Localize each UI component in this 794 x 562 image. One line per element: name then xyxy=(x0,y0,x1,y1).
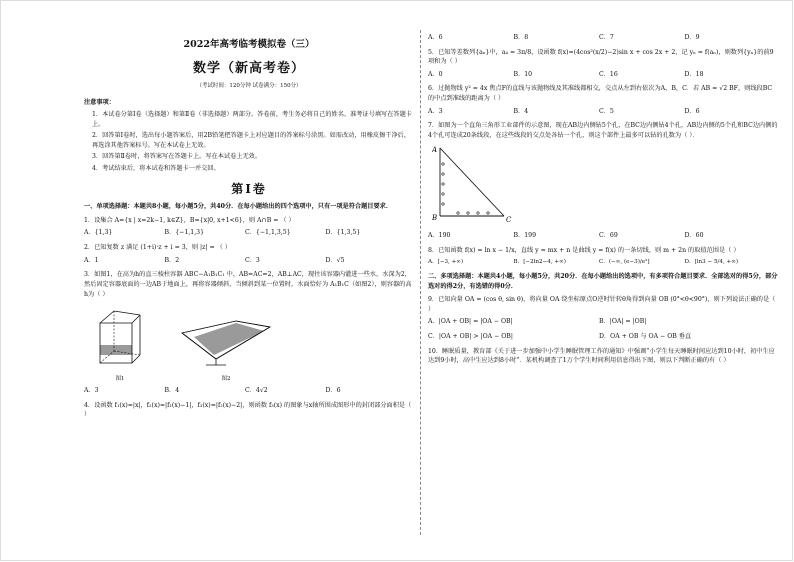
q3-options xyxy=(84,386,414,396)
q9-option-c[interactable]: C．|OA + OB| > |OA − OB| xyxy=(428,333,513,341)
note-item: 4．考试结束后，将本试卷和答题卡一并交回。 xyxy=(92,165,220,173)
q7-options xyxy=(428,231,778,241)
exam-subject: 数学（新高考卷） xyxy=(192,60,305,76)
q8-option-c[interactable]: C．(−∞, (e−3)/e²] xyxy=(599,259,650,266)
fig2-caption: 图2 xyxy=(221,375,231,382)
q1-option-b[interactable]: B．{−1,1,3} xyxy=(164,229,205,237)
question-4: 4．设函数 f₁(x)=|x|，f₂(x)=|f₁(x)−1|，f₃(x)=|f₂(x)−2|，则函数 f₃(x) 的图象与x轴所围成图形中的封闭部分面积是（ ） xyxy=(84,401,412,419)
question-9: 9．已知向量 OA = (cos θ, sin θ)，将向量 OA 绕坐标原点O逆时针转θ角得到向量 OB (0°<θ<90°)，则下列说法正确的是（ ） xyxy=(428,296,776,313)
q1-options xyxy=(84,228,414,238)
q6-option-c[interactable]: C．5 xyxy=(599,107,614,115)
q2-option-a[interactable]: A．1 xyxy=(84,256,99,264)
q9-options-row-1 xyxy=(428,317,778,327)
question-8: 8．已知函数 f(x) = ln x − 1/x，直线 y = mx + n 是曲线 y = f(x) 的一条切线，则 m + 2n 的取值范围是（ ） xyxy=(428,246,740,254)
q3-figures xyxy=(90,303,414,383)
question-1: 1．设集合 A={x | x=2k−1, k∈Z}，B={x|0, x+1<6}，则 A∩B = （ ） xyxy=(84,216,295,224)
vertex-label-b: B xyxy=(432,214,438,223)
q7-option-d[interactable]: D．60 xyxy=(684,232,704,240)
prism-diagram-2 xyxy=(176,303,276,371)
prism-diagram-1 xyxy=(90,303,150,371)
q3-option-b[interactable]: B．4 xyxy=(164,387,180,395)
q2-options xyxy=(84,256,414,266)
note-item: 1．本试卷分第Ⅰ卷（选择题）和第Ⅱ卷（非选择题）两部分。答卷前，考生务必将自己的姓名、准考证号填写在答题卡上。 xyxy=(92,110,412,128)
q5-option-c[interactable]: C．16 xyxy=(599,70,618,78)
q8-option-a[interactable]: A．[−3, +∞) xyxy=(428,259,464,266)
right-column xyxy=(428,30,778,367)
q7-option-b[interactable]: B．199 xyxy=(513,232,537,240)
q1-option-a[interactable]: A．{1,3} xyxy=(84,229,113,237)
note-item: 2．回答第Ⅰ卷时，选出每小题答案后，用2B铅笔把答题卡上对应题目的答案标号涂黑。如需改动，用橡皮擦干净后，再选涂其他答案标号。写在本试卷上无效。 xyxy=(92,132,411,149)
q6-option-a[interactable]: A．3 xyxy=(428,107,443,115)
q1-option-c[interactable]: C．{−1,1,3,5} xyxy=(245,229,291,237)
question-2: 2．已知复数 z 满足 (1+i)·z + i = 3，则 |z| = （ ） xyxy=(84,244,231,252)
q4-option-d[interactable]: D．9 xyxy=(684,34,700,41)
volume-label: 第Ⅰ卷 xyxy=(231,181,267,196)
q5-options xyxy=(428,70,778,80)
q6-option-d[interactable]: D．6 xyxy=(684,107,700,115)
q4-option-b[interactable]: B．8 xyxy=(513,34,529,41)
question-5: 5．已知等差数列{aₙ}中，a₄ = 3π/8，设函数 f(x)=(4cos²(x/2)−2)sin x + cos 2x + 2，记 yₙ = f(aₙ)，则数列{yₙ}的前9项和为（ ） xyxy=(428,48,774,66)
q4-option-c[interactable]: C．7 xyxy=(599,34,614,41)
q6-option-b[interactable]: B．4 xyxy=(513,107,529,115)
q5-option-d[interactable]: D．18 xyxy=(684,70,704,78)
column-divider xyxy=(420,30,421,535)
q5-option-b[interactable]: B．10 xyxy=(513,70,533,78)
question-7: 7．如图为一个直角三角形工业部件的示意图，现在AB边内侧钻5个孔，在BC边内侧钻4个孔，AB边内侧的5个孔和BC边内侧的4个孔可连成20条线段，在这些线段的交点处各钻一个孔，则这个部件上最多可以钻的孔数为（ ）． xyxy=(428,122,778,139)
notes-heading: 注意事项： xyxy=(84,99,115,107)
q7-figure xyxy=(432,144,778,228)
q9-option-b[interactable]: B．|OA| = |OB| xyxy=(599,318,647,326)
prism-figure-1 xyxy=(90,303,150,383)
exam-meta: （考试时间：120分钟 试卷满分：150分） xyxy=(196,82,302,89)
q2-option-b[interactable]: B．2 xyxy=(164,256,180,264)
section-2-heading: 二、多项选择题：本题共4小题，每小题5分，共20分．在每小题给出的选项中，有多项符合题目要求．全部选对的得5分，部分选对的得2分，有选错的得0分． xyxy=(428,272,778,290)
q8-options xyxy=(428,258,778,267)
section-1-heading: 一、单项选择题：本题共8小题，每小题5分，共40分．在每小题给出的四个选项中，只有一项是符合题目要求． xyxy=(84,203,393,211)
fig1-caption: 图1 xyxy=(115,375,125,382)
question-10: 10．睡眠质量，教育部《关于进一步加强中小学生睡眠管理工作的通知》中强调“小学生每天睡眠时间应达到10小时，初中生应达到9小时，高中生应达到8小时”．某机构调查了1万个学生时间利用信息得出下图，则以下判断正确的有（ ） xyxy=(428,347,775,365)
q4-option-a[interactable]: A．6 xyxy=(428,34,443,41)
q8-option-d[interactable]: D．[ln3 − 5/4, +∞) xyxy=(684,259,739,266)
note-item: 3．回答第Ⅱ卷时，将答案写在答题卡上。写在本试卷上无效。 xyxy=(92,153,262,161)
q4-options xyxy=(428,33,778,43)
left-column xyxy=(84,30,414,421)
q7-option-c[interactable]: C．69 xyxy=(599,232,618,240)
q2-option-d[interactable]: D．√5 xyxy=(325,256,345,264)
q6-options xyxy=(428,107,778,117)
q2-option-c[interactable]: C．3 xyxy=(245,256,260,264)
q9-option-d[interactable]: D．OA + OB 与 OA − OB 垂直 xyxy=(599,333,692,341)
vertex-label-c: C xyxy=(506,216,512,225)
q9-options-row-2 xyxy=(428,332,778,342)
q1-option-d[interactable]: D．{1,3,5} xyxy=(325,229,361,237)
q7-option-a[interactable]: A．190 xyxy=(428,232,451,240)
q3-option-a[interactable]: A．3 xyxy=(84,387,99,395)
right-triangle-diagram xyxy=(432,144,522,224)
q9-option-a[interactable]: A．|OA + OB| = |OA − OB| xyxy=(428,318,513,326)
q3-option-d[interactable]: D．6 xyxy=(325,387,341,395)
prism-figure-2 xyxy=(176,303,276,383)
question-3: 3．如图1，在高为h的直三棱柱容器 ABC−A₁B₁C₁ 中，AB=AC=2，AB⊥AC，现往该容器内灌进一些水，水深为2，然后固定容器底面的一边AB于地面上，再将容器倾斜，当倾斜到某一位置时，水面恰好为 A₁B₁C（如图2），则容器的高h为（ ） xyxy=(84,271,412,298)
vertex-label-a: A xyxy=(432,146,438,155)
exam-title: 2022年高考临考模拟卷（三） xyxy=(183,39,315,50)
q3-option-c[interactable]: C．4√2 xyxy=(245,387,268,395)
q8-option-b[interactable]: B．[−2ln2−4, +∞) xyxy=(513,259,566,266)
question-6: 6．过抛物线 y² = 4x 焦点F的直线与该抛物线及其准线都相交，交点从左到右依次为A，B，C．若 AB = √2 BF，则线段BC的中点到准线的距离为（ ） xyxy=(428,85,773,103)
q5-option-a[interactable]: A．0 xyxy=(428,70,443,78)
